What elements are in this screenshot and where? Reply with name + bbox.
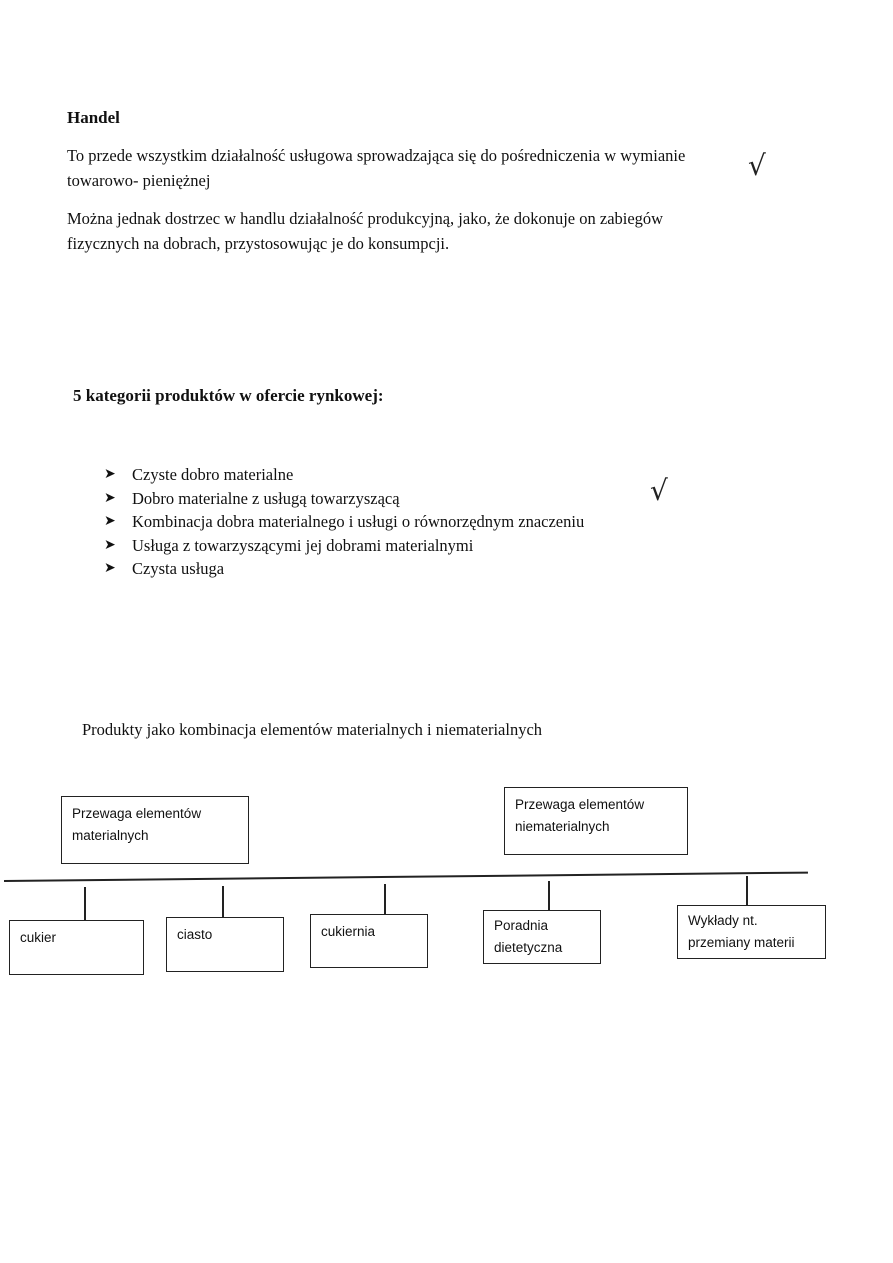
box-label: cukier — [20, 930, 57, 945]
connector-line — [746, 876, 748, 906]
diagram-box-poradnia — [483, 910, 601, 964]
box-label: Wykłady nt. — [688, 913, 758, 928]
connector-line — [84, 887, 86, 920]
diagram-box-cukiernia — [310, 914, 428, 968]
list-item — [104, 510, 584, 534]
box-label: przemiany materii — [688, 935, 795, 950]
paragraph-line: To przede wszystkim działalność usługowa sprowadzająca się do pośredniczenia w wymianie — [67, 146, 686, 165]
box-label: materialnych — [72, 828, 149, 843]
diagram-box-immaterial — [504, 787, 688, 855]
list-item-label: Czysta usługa — [132, 559, 225, 578]
check-mark-icon: √ — [748, 149, 766, 182]
box-label: dietetyczna — [494, 940, 563, 955]
list-item-label: Usługa z towarzyszącymi jej dobrami materialnymi — [132, 535, 474, 555]
diagram-box-material — [61, 796, 249, 864]
box-label: Przewaga elementów — [515, 797, 645, 812]
arrow-bullet-icon: ➤ — [104, 513, 116, 529]
paragraph-definition — [67, 143, 685, 193]
list-item-label: Czyste dobro materialne — [132, 465, 294, 484]
category-list — [104, 463, 584, 581]
box-label: cukiernia — [321, 924, 376, 939]
diagram-box-ciasto — [166, 917, 284, 972]
diagram-title: Produkty jako kombinacja elementów materialnych i niematerialnych — [82, 720, 543, 739]
arrow-bullet-icon: ➤ — [104, 560, 116, 576]
list-item — [104, 463, 584, 487]
paragraph-production — [67, 206, 663, 256]
paragraph-line: Można jednak dostrzec w handlu działalność produkcyjną, jako, że dokonuje on zabiegów — [67, 209, 664, 228]
arrow-bullet-icon: ➤ — [104, 489, 116, 506]
check-mark-icon: √ — [650, 474, 668, 507]
list-item — [104, 487, 584, 511]
arrow-bullet-icon: ➤ — [104, 466, 116, 482]
paragraph-line: towarowo- pieniężnej — [67, 171, 211, 190]
connector-line — [222, 886, 224, 917]
box-label: niematerialnych — [515, 819, 610, 834]
connector-line — [548, 881, 550, 911]
arrow-bullet-icon: ➤ — [104, 536, 116, 553]
connector-line — [384, 884, 386, 914]
box-label: Poradnia — [494, 918, 549, 933]
connector-line — [4, 872, 808, 882]
diagram-box-cukier — [9, 920, 144, 975]
list-item-label: Dobro materialne z usługą towarzyszącą — [132, 488, 400, 508]
box-label: Przewaga elementów — [72, 806, 202, 821]
list-item — [104, 534, 584, 558]
section-heading-handel: Handel — [67, 108, 120, 127]
section-heading-categories: 5 kategorii produktów w ofercie rynkowej: — [73, 386, 384, 405]
diagram-box-wyklady — [677, 905, 826, 959]
list-item-label: Kombinacja dobra materialnego i usługi o równorzędnym znaczeniu — [132, 512, 585, 531]
paragraph-line: fizycznych na dobrach, przystosowując je do konsumpcji. — [67, 234, 450, 253]
list-item — [104, 557, 584, 581]
box-label: ciasto — [177, 927, 213, 942]
